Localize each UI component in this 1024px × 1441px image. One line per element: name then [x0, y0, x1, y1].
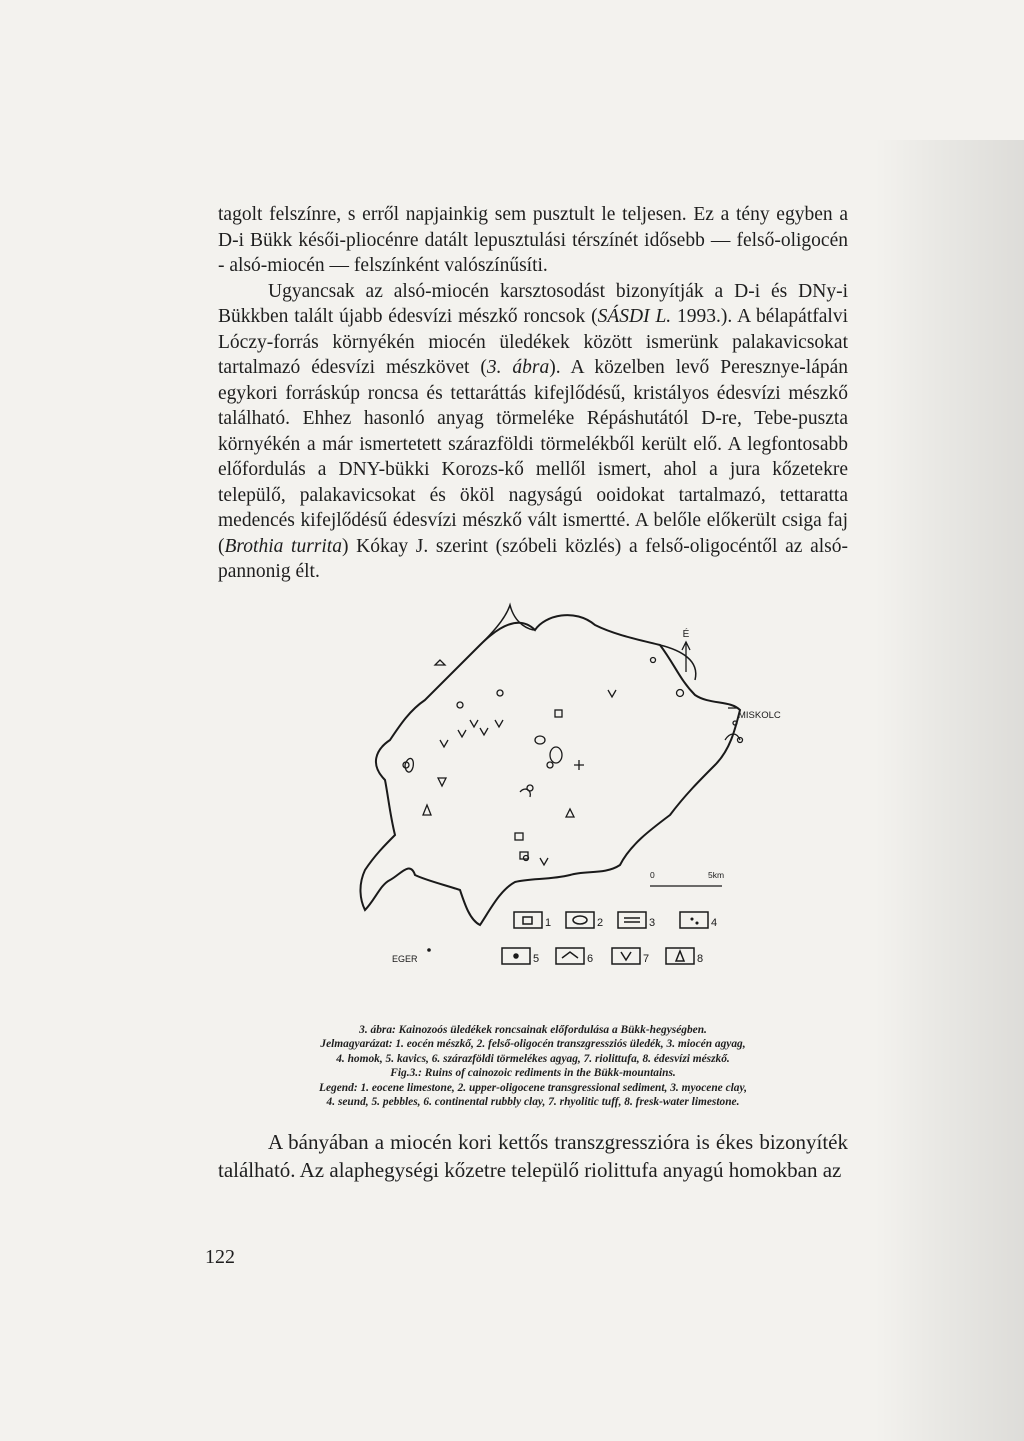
- citation-sasdi: SÁSDI L.: [597, 306, 672, 327]
- body-text: [218, 202, 848, 585]
- svg-text:2: 2: [597, 917, 604, 929]
- figure-caption: [218, 1023, 848, 1109]
- caption-hu-legend-2: 4. homok, 5. kavics, 6. szárazföldi törmelékes agyag, 7. riolittufa, 8. édesvízi mészkő.: [336, 1052, 730, 1065]
- north-arrow: [682, 627, 690, 672]
- map-symbols: [403, 658, 743, 866]
- bukk-map-figure: [330, 590, 800, 1000]
- svg-text:8: 8: [697, 953, 704, 965]
- legend-box-3: [618, 912, 646, 928]
- svg-text:É: É: [682, 629, 690, 640]
- eastern-spur-line: [660, 645, 696, 680]
- paragraph-1: tagolt felszínre, s erről napjainkig sem pusztult le teljesen. Ez a tény egyben a D-i Bükk késői-pliocénre datált lepusztulási térszínét idősebb — felső-oligocén - alsó-miocén — felszínként valószínűsíti.: [218, 204, 848, 276]
- scan-page-edge-shadow: [874, 140, 1024, 1441]
- scale-bar: [650, 870, 724, 886]
- caption-hu-legend-1: Jelmagyarázat: 1. eocén mészkő, 2. felső-oligocén transzgressziós üledék, 3. miocén agyag,: [320, 1038, 746, 1051]
- figure-reference: 3. ábra: [486, 357, 550, 378]
- svg-text:7: 7: [643, 953, 650, 965]
- eger-dot: [427, 948, 431, 952]
- paragraph-3: A bányában a miocén kori kettős transzgresszióra is ékes bizonyíték található. Az alaphegységi kőzetre települő riolittufa anyagú homokban az: [218, 1130, 848, 1182]
- city-label-eger: EGER: [392, 954, 418, 964]
- legend-box-6: [556, 948, 584, 964]
- svg-text:4: 4: [711, 917, 718, 929]
- legend-box-4: [680, 912, 708, 928]
- svg-text:0: 0: [650, 870, 655, 880]
- svg-text:3: 3: [649, 917, 656, 929]
- svg-text:5: 5: [533, 953, 540, 965]
- caption-en-legend-2: 4. seund, 5. pebbles, 6. continental rubbly clay, 7. rhyolitic tuff, 8. fresk-water limestone.: [326, 1096, 740, 1109]
- bukk-outline: [360, 615, 740, 925]
- legend-box-1: [514, 912, 542, 928]
- page-number: 122: [205, 1246, 235, 1268]
- paragraph-2: Ugyancsak az alsó-miocén karsztosodást bizonyítják a D-i és DNy-i Bükkben talált újabb édesvízi mészkő roncsok (SÁSDI L. 1993.). A bélapátfalvi Lóczy-forrás környékén miocén üledékek között ismerünk palakavicsokat tartalmazó édesvízi mészkövet (3. ábra). A közelben levő Peresznye-lápán egykori forráskúp roncsa és tettaráttás kifejlődésű, kristályos édesvízi mészkő található. Ehhez hasonló anyag törmeléke Répáshutától D-re, Tebe-puszta környékén a már ismertetett szárazföldi törmelékből került elő. A legfontosabb előfordulás a DNY-bükki Korozs-kő mellől ismert, ahol a jura kőzetekre települő, palakavicsokat és ököl nagyságú ooidokat tartalmazó, tettaratta medencés kifejlődésű édesvízi mészkő vált ismertté. A belőle előkerült csiga faj (Brothia turrita) Kókay J. szerint (szóbeli közlés) a felső-oligocéntől az alsó-pannonig élt.: [218, 280, 849, 582]
- species-name: Brothia turrita: [224, 535, 342, 557]
- city-label-miskolc: MISKOLC: [738, 710, 781, 721]
- legend-box-7: [612, 948, 640, 964]
- svg-text:5km: 5km: [708, 870, 725, 880]
- legend-box-2: [566, 912, 594, 928]
- svg-text:1: 1: [545, 917, 552, 929]
- body-text-continued: [218, 1128, 848, 1184]
- caption-en-legend-1: Legend: 1. eocene limestone, 2. upper-oligocene transgressional sediment, 3. myocene clay,: [319, 1081, 747, 1094]
- svg-text:6: 6: [587, 953, 594, 965]
- caption-en-title: Fig.3.: Ruins of cainozoic rediments in the Bükk-mountains.: [390, 1067, 676, 1080]
- caption-hu-title: 3. ábra: Kainozoós üledékek roncsainak előfordulása a Bükk-hegységben.: [359, 1024, 707, 1036]
